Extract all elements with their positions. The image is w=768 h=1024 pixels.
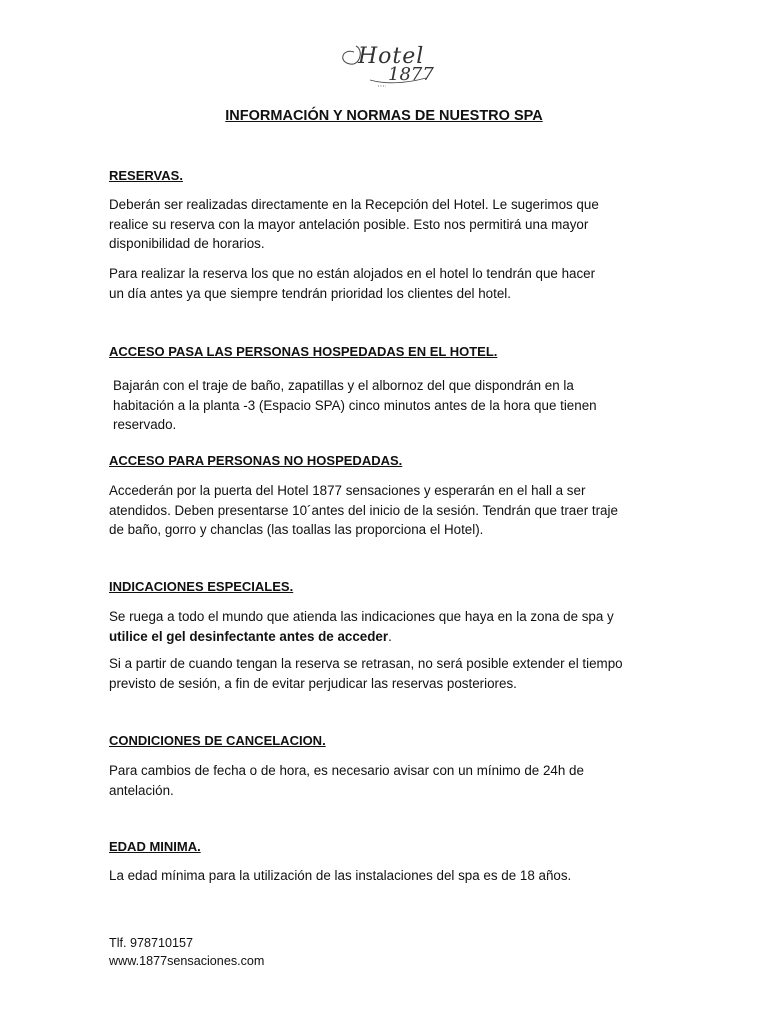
text-line: un día antes ya que siempre tendrán prioridad los clientes del hotel. [109, 285, 511, 301]
text-line: Para cambios de fecha o de hora, es necesario avisar con un mínimo de 24h de [109, 763, 584, 778]
acceso-no-hospedados-paragraph [109, 481, 669, 540]
acceso-hospedados-paragraph [113, 376, 673, 435]
indicaciones-paragraph-1 [109, 607, 669, 646]
hotel-logo [334, 40, 434, 90]
text-line: disponibilidad de horarios. [109, 236, 265, 251]
section-heading-acceso-hospedados: ACCESO PASA LAS PERSONAS HOSPEDADAS EN EL HOTEL. [109, 344, 498, 359]
indicaciones-paragraph-2 [109, 654, 669, 693]
sentence-end: . [388, 628, 392, 644]
text-line: Se ruega a todo el mundo que atienda las indicaciones que haya en la zona de spa y [109, 609, 614, 624]
text-line: previsto de sesión, a fin de evitar perjudicar las reservas posteriores. [109, 675, 517, 691]
bold-instruction: utilice el gel desinfectante antes de acceder [109, 628, 389, 644]
text-line: Si a partir de cuando tengan la reserva se retrasan, no será posible extender el tiempo [109, 656, 623, 671]
text-line: reservado. [113, 417, 177, 432]
reservas-paragraph-2 [109, 264, 669, 303]
logo-text: Hotel [358, 44, 425, 69]
section-heading-cancelacion: CONDICIONES DE CANCELACION. [109, 733, 326, 748]
section-heading-indicaciones: INDICACIONES ESPECIALES. [109, 579, 294, 594]
footer-contact [109, 934, 264, 970]
website-link[interactable]: www.1877sensaciones.com [109, 954, 265, 968]
cancelacion-paragraph [109, 761, 669, 800]
edad-paragraph [109, 866, 669, 886]
text-line: Deberán ser realizadas directamente en la Recepción del Hotel. Le sugerimos que [109, 197, 599, 212]
text-line: Accederán por la puerta del Hotel 1877 sensaciones y esperarán en el hall a ser [109, 483, 586, 498]
text-line: antelación. [109, 782, 174, 798]
section-heading-reservas: RESERVAS. [109, 168, 183, 183]
logo-year: 1877 [388, 64, 434, 85]
text-line: Bajarán con el traje de baño, zapatillas y el albornoz del que dispondrán en la [113, 378, 574, 393]
text-line: atendidos. Deben presentarse 10´antes del inicio de la sesión. Tendrán que traer traje [109, 502, 618, 518]
section-heading-acceso-no-hospedados: ACCESO PARA PERSONAS NO HOSPEDADAS. [109, 453, 403, 468]
text-line: La edad mínima para la utilización de las instalaciones del spa es de 18 años. [109, 868, 572, 883]
page-title: INFORMACIÓN Y NORMAS DE NUESTRO SPA [225, 108, 543, 124]
phone-number: Tlf. 978710157 [109, 936, 194, 950]
text-line: Para realizar la reserva los que no están alojados en el hotel lo tendrán que hacer [109, 266, 596, 281]
text-line: realice su reserva con la mayor antelación posible. Esto nos permitirá una mayor [109, 216, 589, 232]
text-line: habitación a la planta -3 (Espacio SPA) cinco minutos antes de la hora que tienen [113, 397, 597, 413]
section-heading-edad: EDAD MINIMA. [109, 839, 201, 854]
text-line [109, 627, 669, 647]
reservas-paragraph-1 [109, 195, 669, 254]
text-line: de baño, gorro y chanclas (las toallas las proporciona el Hotel). [109, 522, 484, 537]
